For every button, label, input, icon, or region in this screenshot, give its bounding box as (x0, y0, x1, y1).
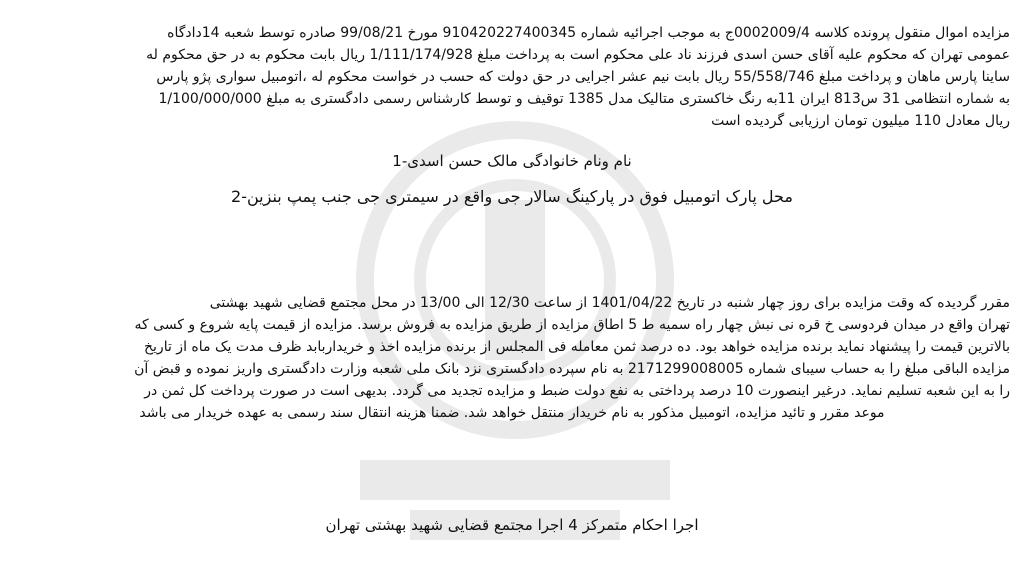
auction-terms-line: مقرر گردیده که وقت مزایده برای روز چهار شنبه در تاریخ 1401/04/22 از ساعت 12/30 الی 13/00 در محل مجتمع قضایی شهید بهشتی (209, 295, 1010, 311)
auction-terms-line: را به این شعبه تسلیم نماید. درغیر اینصورت 10 درصد پرداختی به نفع دولت ضبط و مزایده تجدید می گردد. بدیهی است در صورت پرداخت کل ثمن در (144, 383, 1010, 399)
notice-line: ساینا پارس ماهان و پرداخت مبلغ 55/558/746 ریال بابت نیم عشر اجرایی در حق دولت که حسب در خواست محکوم له ،اتومبیل سواری پژو پارس (156, 69, 1010, 85)
notice-line: مزایده اموال منقول پرونده کلاسه 0002009/4ج به موجب اجرائیه شماره 910420227400345 مورخ 99/08/21 صادره توسط شعبه 14دادگاه (167, 25, 1010, 41)
owner-name-line: نام ونام خانوادگی مالک حسن اسدی-1 (392, 152, 632, 170)
notice-line: عمومی تهران که محکوم علیه آقای حسن اسدی فرزند ناد علی محکوم است به پرداخت مبلغ 1/111/174/928 ریال بابت محکوم به در حق محکوم له (146, 47, 1010, 63)
notice-line: ریال معادل 110 میلیون تومان ارزیابی گردیده است (711, 113, 1010, 129)
issuing-office-signature: اجرا احکام متمرکز 4 اجرا مجتمع قضایی شهید بهشتی تهران (325, 516, 699, 534)
parking-location-line: محل پارک اتومبیل فوق در پارکینگ سالار جی واقع در سیمتری جی جنب پمپ بنزین-2 (231, 187, 793, 206)
auction-terms-line: بالاترین قیمت را پیشنهاد نماید برنده مزایده خواهد بود. ده درصد ثمن معامله فی المجلس از برنده مزایده اخذ و خریداربابد ظرف مدت یک ماه از تاریخ (144, 339, 1010, 355)
auction-terms-line: مزایده الباقی مبلغ را به حساب سیبای شماره 2171299008005 به نام سپرده دادگستری نزد بانک ملی شعبه وزارت دادگستری واریز نموده و قبض آن (134, 361, 1010, 377)
auction-terms-line: تهران واقع در میدان فردوسی خ قره نی نبش چهار راه سمیه ط 5 اطاق مزایده از طریق مزایده به فروش برسد. مزایده از قیمت پایه شروع و کسی که (134, 317, 1010, 333)
notice-line: به شماره انتظامی 31 س813 ایران 11به رنگ خاکستری متالیک مدل 1385 توقیف و توسط کارشناس رسمی دادگستری به مبلغ 1/100/000/000 (158, 91, 1010, 107)
auction-terms-line: موعد مقرر و تائید مزایده، اتومبیل مذکور به نام خریدار منتقل خواهد شد. ضمنا هزینه انتقال سند رسمی به عهده خریدار می باشد (139, 405, 885, 421)
